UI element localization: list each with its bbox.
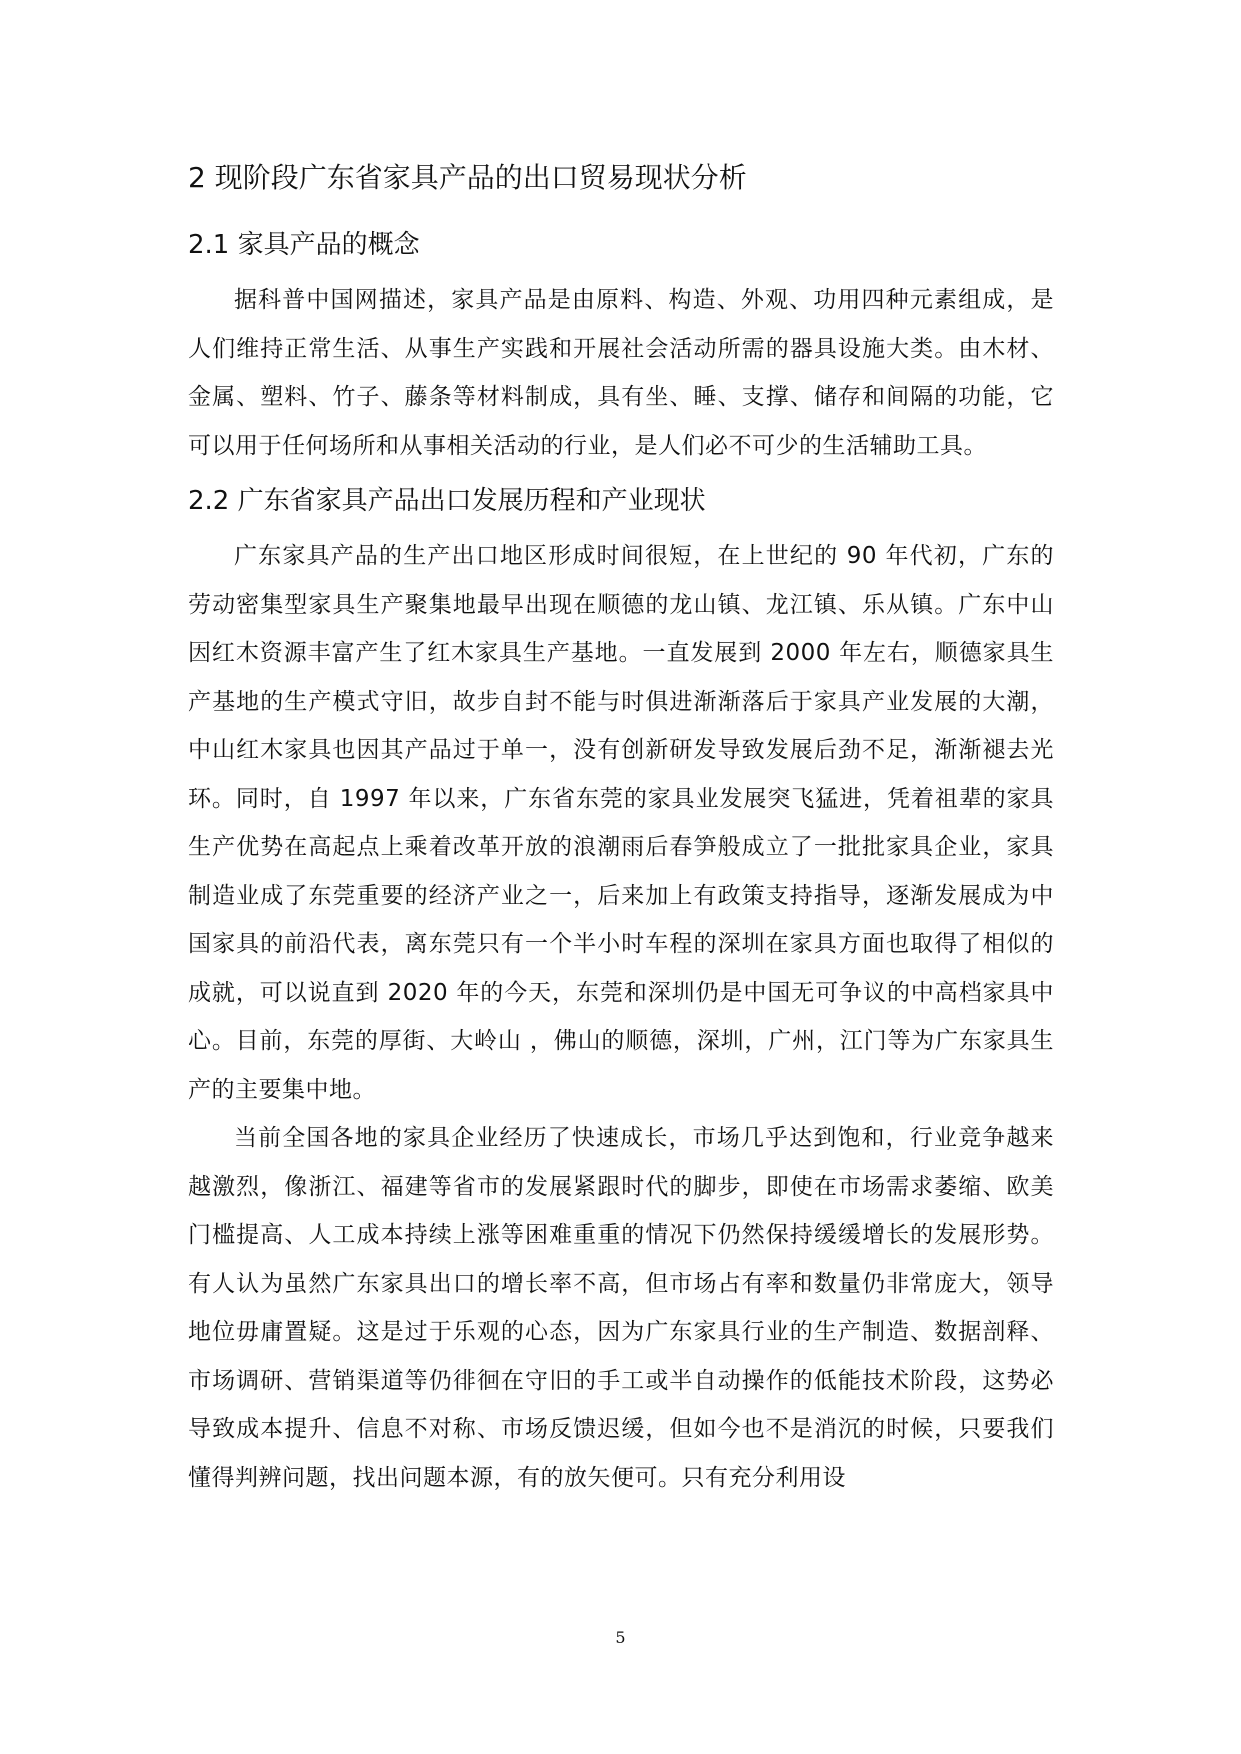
chapter-title: 2 现阶段广东省家具产品的出口贸易现状分析 (188, 161, 747, 194)
page-number: 5 (615, 1628, 626, 1647)
section-2-2-paragraph-2: 当前全国各地的家具企业经历了快速成长，市场几乎达到饱和，行业竞争越来越激烈，像浙江、福建等省市的发展紧跟时代的脚步，即使在市场需求萎缩、欧美门槛提高、人工成本持续上涨等困难重重的情况下仍然保持缓缓增长的发展形势。有人认为虽然广东家具出口的增长率不高，但市场占有率和数量仍非常庞大，领导地位毋庸置疑。这是过于乐观的心态，因为广东家具行业的生产制造、数据剖释、市场调研、营销渠道等仍徘徊在守旧的手工或半自动操作的低能技术阶段，这势必导致成本提升、信息不对称、市场反馈迟缓，但如今也不是消沉的时候，只要我们懂得判辨问题，找出问题本源，有的放矢便可。只有充分利用设 (188, 1125, 1054, 1491)
section-gap (188, 470, 1054, 484)
section-title-2-2: 2.2 广东省家具产品出口发展历程和产业现状 (188, 486, 706, 516)
page-content (188, 160, 1054, 1502)
section-2-2-paragraph-1: 广东家具产品的生产出口地区形成时间很短，在上世纪的 90 年代初，广东的劳动密集型家具生产聚集地最早出现在顺德的龙山镇、龙江镇、乐从镇。广东中山因红木资源丰富产生了红木家具生产基地。一直发展到 2000 年左右，顺德家具生产基地的生产模式守旧，故步自封不能与时俱进渐渐落后于家具产业发展的大潮，中山红木家具也因其产品过于单一，没有创新研发导致发展后劲不足，渐渐褪去光环。同时，自 1997 年以来，广东省东莞的家具业发展突飞猛进，凭着祖辈的家具生产优势在高起点上乘着改革开放的浪潮雨后春笋般成立了一批批家具企业，家具制造业成了东莞重要的经济产业之一，后来加上有政策支持指导，逐渐发展成为中国家具的前沿代表，离东莞只有一个半小时车程的深圳在家具方面也取得了相似的成就，可以说直到 2020 年的今天，东莞和深圳仍是中国无可争议的中高档家具中心。目前，东莞的厚街、大岭山 ，佛山的顺德，深圳，广州，江门等为广东家具生产的主要集中地。 (188, 543, 1054, 1103)
section-title-2-1: 2.1 家具产品的概念 (188, 230, 420, 260)
section-2-1-paragraph-1: 据科普中国网描述，家具产品是由原料、构造、外观、功用四种元素组成，是人们维持正常生活、从事生产实践和开展社会活动所需的器具设施大类。由木材、金属、塑料、竹子、藤条等材料制成，具有坐、睡、支撑、储存和间隔的功能，它可以用于任何场所和从事相关活动的行业，是人们必不可少的生活辅助工具。 (188, 287, 1054, 459)
